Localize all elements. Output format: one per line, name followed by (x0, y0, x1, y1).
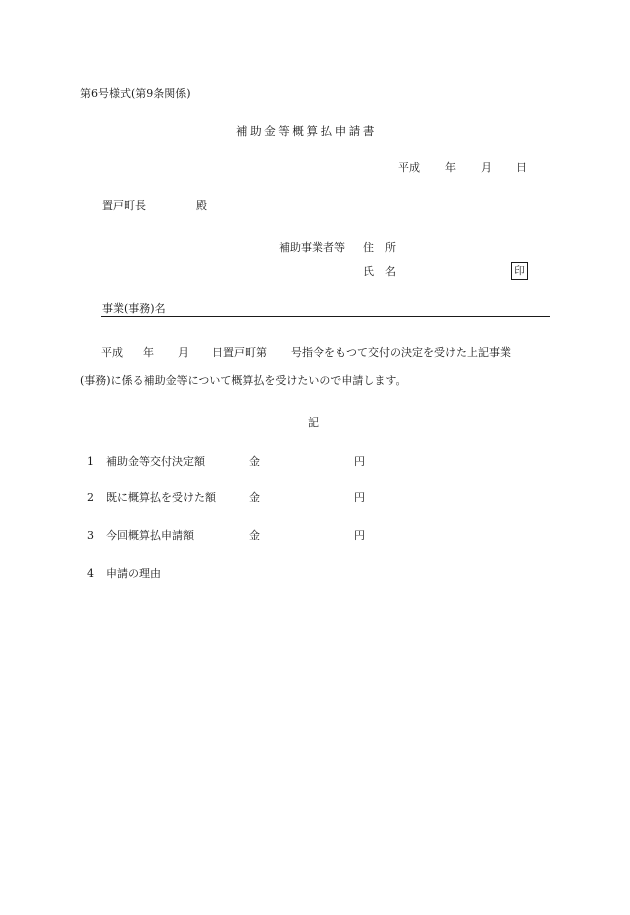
document-title: 補助金等概算払申請書 (236, 124, 377, 138)
date-day-label: 日 (516, 161, 527, 174)
name-label: 氏 名 (363, 265, 396, 278)
applicant-label: 補助事業者等 (279, 241, 345, 254)
item-yen: 円 (354, 455, 365, 468)
body-day-prefix: 日置戸町第 (212, 346, 267, 359)
item-kin: 金 (249, 455, 260, 468)
item-label: 申請の理由 (106, 567, 161, 580)
ki-heading: 記 (308, 416, 319, 429)
item-number: 2 (87, 491, 94, 504)
item-number: 1 (87, 455, 94, 468)
seal-box: 印 (511, 262, 528, 280)
date-year-label: 年 (445, 161, 456, 174)
body-text-line-1 (101, 346, 511, 360)
business-name-underline (101, 316, 550, 317)
item-number: 4 (87, 567, 94, 580)
item-kin: 金 (249, 529, 260, 542)
item-label: 補助金等交付決定額 (106, 455, 205, 468)
body-text-line-2: (事務)に係る補助金等について概算払を受けたいので申請します。 (80, 374, 407, 387)
body-number-suffix: 号指令をもつて交付の決定を受けた上記事業 (291, 346, 511, 359)
address-label: 住 所 (363, 241, 396, 254)
addressee-honorific: 殿 (196, 199, 207, 212)
date-era: 平成 (398, 161, 420, 174)
item-number: 3 (87, 529, 94, 542)
body-month-label: 月 (178, 346, 189, 359)
addressee-name: 置戸町長 (102, 199, 146, 212)
body-year-label: 年 (143, 346, 154, 359)
business-name-label: 事業(事務)名 (102, 302, 166, 315)
item-yen: 円 (354, 491, 365, 504)
item-kin: 金 (249, 491, 260, 504)
body-era: 平成 (101, 346, 123, 359)
form-number: 第6号様式(第9条関係) (80, 87, 191, 100)
date-month-label: 月 (481, 161, 492, 174)
item-label: 今回概算払申請額 (106, 529, 194, 542)
item-yen: 円 (354, 529, 365, 542)
item-label: 既に概算払を受けた額 (106, 491, 216, 504)
